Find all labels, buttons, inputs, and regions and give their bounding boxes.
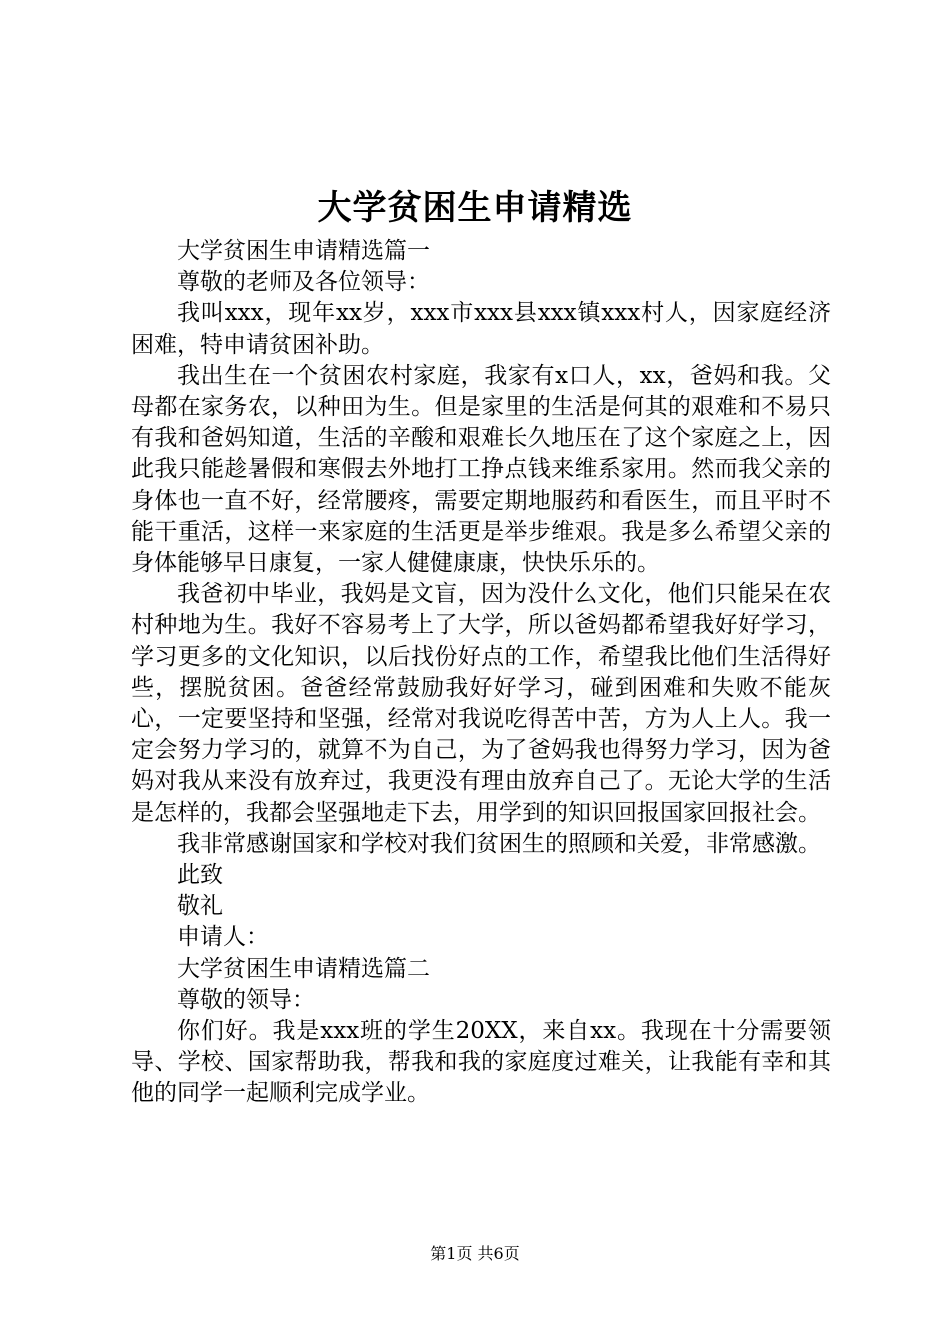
- section-heading-2: 大学贫困生申请精选篇二: [177, 955, 430, 982]
- salutation-1: 尊敬的老师及各位领导：: [177, 269, 430, 296]
- paragraph-greeting: 你们好。我是xxx班的学生20XX，来自xx。我现在十分需要领导、学校、国家帮助我，帮我和我的家庭度过难关，让我能有幸和其他的同学一起顺利完成学业。: [131, 1018, 831, 1107]
- paragraph-intro: 我叫xxx，现年xx岁，xxx市xxx县xxx镇xxx村人，因家庭经济困难，特申请贫困补助。: [131, 300, 831, 358]
- closing-cizhi: 此致: [177, 862, 223, 889]
- closing-jingli: 敬礼: [177, 893, 223, 920]
- paragraph-parents: 我爸初中毕业，我妈是文盲，因为没什么文化，他们只能呆在农村种地为生。我好不容易考上了大学，所以爸妈都希望我好好学习，学习更多的文化知识，以后找份好点的工作，希望我比他们生活得好些，摆脱贫困。爸爸经常鼓励我好好学习，碰到困难和失败不能灰心，一定要坚持和坚强，经常对我说吃得苦中苦，方为人上人。我一定会努力学习的，就算不为自己，为了爸妈我也得努力学习，因为爸妈对我从来没有放弃过，我更没有理由放弃自己了。无论大学的生活是怎样的，我都会坚强地走下去，用学到的知识回报国家回报社会。: [131, 581, 831, 826]
- document-title: 大学贫困生申请精选: [317, 188, 633, 228]
- salutation-2: 尊敬的领导：: [177, 986, 315, 1013]
- page-footer: 第1页 共6页: [430, 1244, 520, 1263]
- paragraph-thanks: 我非常感谢国家和学校对我们贫困生的照顾和关爱，非常感激。: [177, 830, 821, 857]
- paragraph-family: 我出生在一个贫困农村家庭，我家有x口人，xx，爸妈和我。父母都在家务农，以种田为生。但是家里的生活是何其的艰难和不易只有我和爸妈知道，生活的辛酸和艰难长久地压在了这个家庭之上，因此我只能趁暑假和寒假去外地打工挣点钱来维系家用。然而我父亲的身体也一直不好，经常腰疼，需要定期地服药和看医生，而且平时不能干重活，这样一来家庭的生活更是举步维艰。我是多么希望父亲的身体能够早日康复，一家人健健康康，快快乐乐的。: [131, 362, 831, 577]
- section-heading-1: 大学贫困生申请精选篇一: [177, 238, 430, 264]
- applicant-label: 申请人：: [177, 924, 269, 951]
- document-body: [131, 236, 831, 1110]
